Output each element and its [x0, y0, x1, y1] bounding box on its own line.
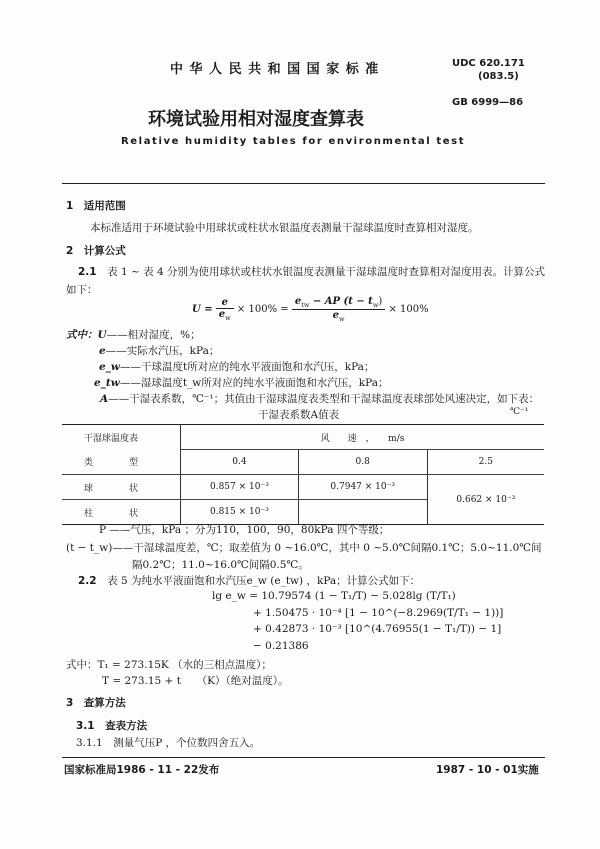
- page-title: 环境试验用相对湿度查算表: [148, 109, 364, 130]
- section-1-text: 本标准适用于环境试验中用球状或柱状水银温度表测量干湿球温度时查算相对湿度。: [90, 222, 479, 234]
- def-u: 式中：U——相对湿度，%；: [66, 329, 201, 341]
- lg-formula-3: + 0.42873 · 10⁻³ [10^(4.76955(1 − T₁/T)) − 1]: [253, 623, 502, 635]
- coefficient-table: 干湿球温度表 风 速 ， m/s 类 型 0.4 0.8 2.5 球 状 0.857 × 10⁻³ 0.7947 × 10⁻³ 0.662 × 10⁻³ 柱 状 0.815 × 10⁻³: [62, 424, 544, 525]
- def-t-cont: 隔0.2℃；11.0~16.0℃间隔0.5℃。: [132, 559, 309, 571]
- section-2-heading: 2 计算公式: [66, 245, 126, 257]
- def-t-abs: T = 273.15 + t （K）（绝对温度）。: [102, 675, 289, 687]
- issue-date: 国家标准局1986 - 11 - 22发布: [64, 764, 220, 776]
- clause-3-1-1: 3.1.1 测量气压P ，个位数四舍五入。: [76, 737, 261, 749]
- section-1-heading: 1 适用范围: [66, 200, 126, 212]
- clause-3-1: 3.1 查表方法: [76, 720, 148, 732]
- def-a: A——干湿表系数，℃⁻¹；其值由干湿球温度表类型和干湿球温度表球部处风速决定，如下表：: [100, 393, 540, 405]
- divider: [62, 183, 545, 184]
- def-p: P ——气压，kPa ；分为110，100，90，80kPa 四个等级；: [99, 524, 390, 536]
- humidity-formula: U = $\frac{e}{e_w}$ × 100% = $\frac{e_{tw} - AP (t - t_w)}{e_w}$ × 100%: [192, 296, 429, 323]
- def-e: e——实际水汽压，kPa；: [99, 345, 220, 357]
- def-etw: e_tw——湿球温度t_w所对应的纯水平液面饱和水汽压，kPa；: [94, 377, 389, 389]
- table-unit: ℃⁻¹: [510, 407, 529, 417]
- lg-formula-2: + 1.50475 · 10⁻⁴ [1 − 10^(−8.2969(T/T₁ − 1))]: [253, 607, 504, 619]
- def-t: (t − t_w)——干湿球温度差，℃；取差值为 0 ~16.0℃，其中 0 ~5.0℃间隔0.1℃；5.0~11.0℃间: [66, 542, 542, 554]
- gb-number: GB 6999—86: [452, 97, 524, 108]
- clause-number: 2.2: [78, 575, 97, 587]
- issuing-org: 中 华 人 民 共 和 国 国 家 标 准: [170, 62, 380, 77]
- udc-code-sub: (083.5): [478, 71, 519, 82]
- lg-formula-1: lg e_w = 10.79574 (1 − T₁/T) − 5.028lg (T/T₁): [212, 590, 456, 602]
- clause-number: 2.1: [78, 266, 97, 278]
- table-caption: 干湿表系数A值表: [258, 409, 340, 421]
- clause-text-cont: 如下：: [66, 284, 98, 296]
- lg-formula-4: − 0.21386: [253, 640, 309, 652]
- effective-date: 1987 - 10 - 01实施: [436, 764, 539, 776]
- clause-text: 表 1 ~ 表 4 分别为使用球状或柱状水银温度表测量干湿球温度时查算相对湿度用表。计算公式: [107, 266, 545, 278]
- footer-divider: [62, 757, 545, 758]
- def-ew: e_w——干球温度t所对应的纯水平液面饱和水汽压，kPa；: [99, 361, 375, 373]
- udc-code: UDC 620.171: [452, 58, 525, 69]
- section-3-heading: 3 查算方法: [66, 697, 126, 709]
- def-t1: 式中：T₁ = 273.15K （水的三相点温度）；: [66, 659, 272, 671]
- page-title-en: Relative humidity tables for environmental test: [121, 136, 466, 147]
- clause-text: 表 5 为纯水平液面饱和水汽压e_w (e_tw) ，kPa；计算公式如下：: [107, 575, 421, 587]
